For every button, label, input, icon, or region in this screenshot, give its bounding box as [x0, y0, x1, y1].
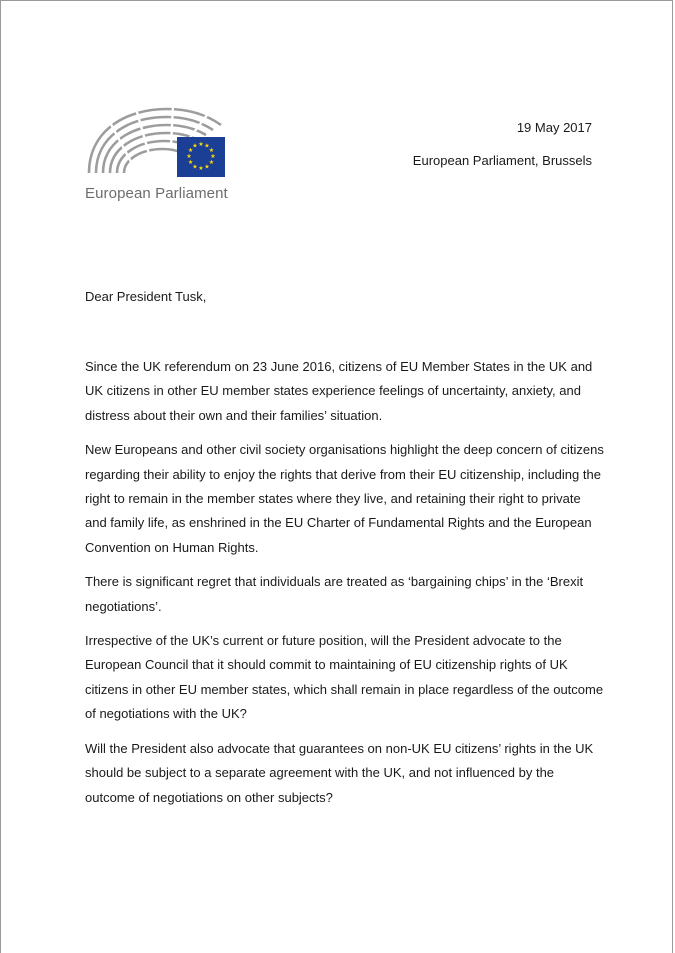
- svg-text:★: ★: [187, 147, 194, 154]
- paragraph: Since the UK referendum on 23 June 2016, citizens of EU Member States in the UK and UK citizens in other EU member states experience feelings of uncertainty, anxiety, and distress about their own and their families’ situation.: [85, 359, 593, 423]
- svg-text:★: ★: [210, 153, 216, 160]
- paragraph: Will the President also advocate that guarantees on non-UK EU citizens’ rights in the UK should be subject to a separate agreement with the UK, and not influenced by the outcome of negotiations on other subjects?: [85, 740, 594, 805]
- svg-text:★: ★: [192, 163, 198, 171]
- paragraph: New Europeans and other civil society organisations highlight the deep concern of citizens regarding their ability to enjoy the rights that derive from their EU citizenship, including the right to remain in the member states where they live, and retaining their right to private and family life, as enshrined in the EU Charter of Fundamental Rights and the European Convention on Human Rights.: [85, 442, 604, 555]
- logo-wordmark: European Parliament: [85, 185, 228, 202]
- svg-text:★: ★: [208, 147, 215, 154]
- paragraph: There is significant regret that individuals are treated as ‘bargaining chips’ in the ‘Brexit negotiations’.: [85, 574, 584, 614]
- letter-body: [85, 355, 605, 820]
- svg-text:★: ★: [192, 142, 198, 150]
- svg-text:★: ★: [204, 163, 210, 171]
- svg-text:★: ★: [208, 159, 215, 166]
- svg-text:★: ★: [198, 165, 204, 172]
- svg-text:★: ★: [204, 142, 210, 150]
- paragraph: Irrespective of the UK’s current or future position, will the President advocate to the European Council that it should commit to maintaining of EU citizenship rights of UK citizens in other EU member states, which shall remain in place regardless of the outcome of negotiations with the UK?: [85, 633, 604, 722]
- salutation: Dear President Tusk,: [85, 289, 207, 304]
- svg-text:★: ★: [186, 153, 192, 160]
- hemicycle-icon: [85, 101, 230, 181]
- european-parliament-logo: [85, 101, 230, 206]
- svg-text:★: ★: [187, 159, 194, 166]
- letter-place: European Parliament, Brussels: [412, 153, 592, 168]
- svg-text:★: ★: [198, 141, 204, 148]
- letter-date: 19 May 2017: [516, 120, 592, 135]
